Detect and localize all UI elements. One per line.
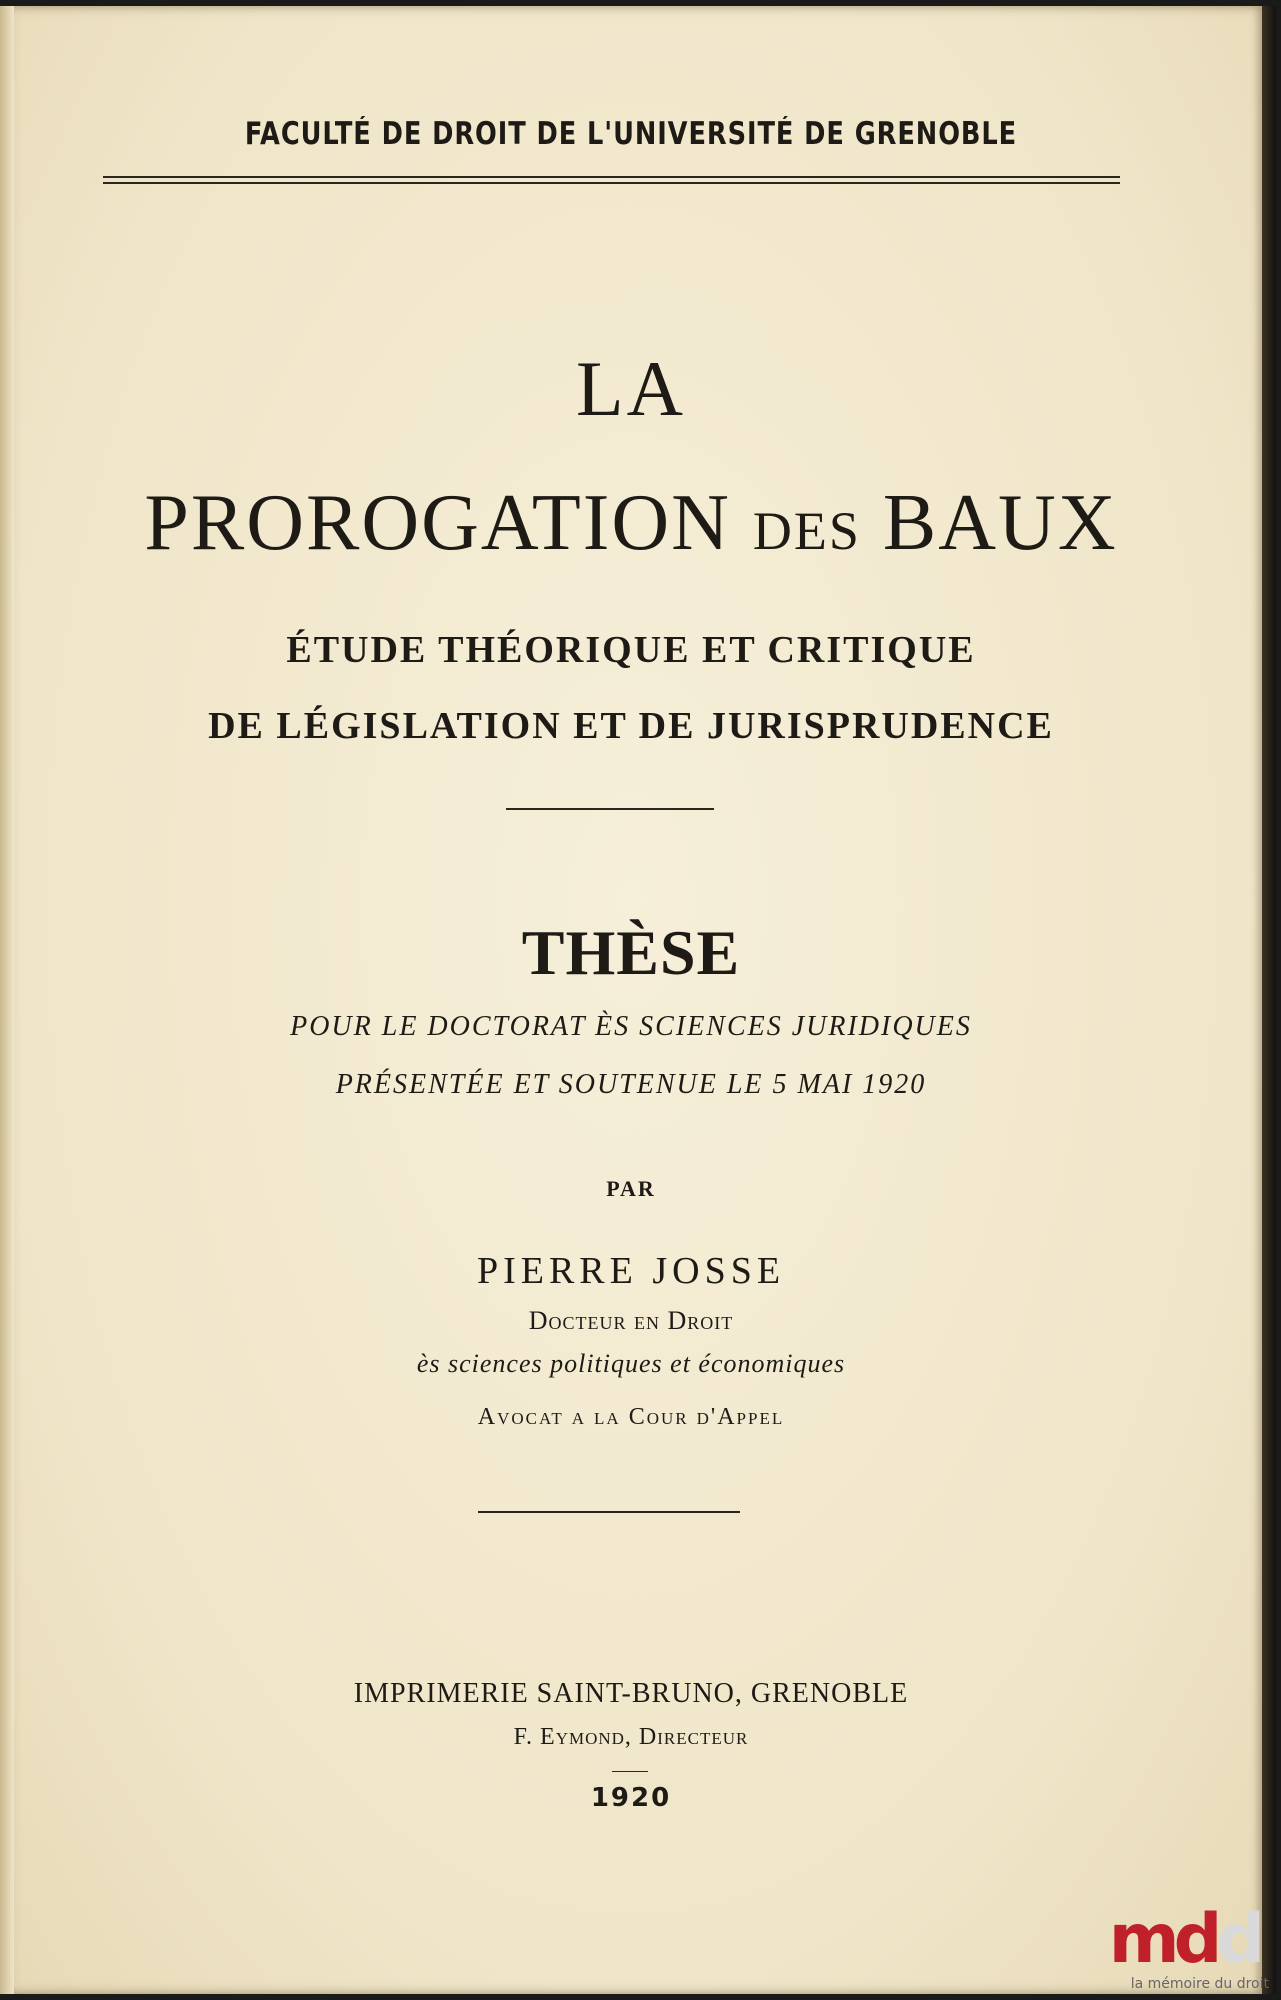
section-rule bbox=[506, 808, 714, 810]
author-rule bbox=[478, 1511, 740, 1513]
logo-letter-m: m bbox=[1108, 1900, 1174, 1979]
year-rule bbox=[612, 1771, 648, 1772]
title-word-prorogation: PROROGATION bbox=[144, 479, 731, 567]
title-word-des: DES bbox=[752, 501, 861, 561]
header-rule-lower bbox=[103, 182, 1120, 184]
printer-name: IMPRIMERIE SAINT-BRUNO, GRENOBLE bbox=[353, 1678, 909, 1709]
page-edge bbox=[1262, 6, 1276, 1994]
author-degree: Docteur en Droit bbox=[528, 1306, 734, 1335]
document-page bbox=[0, 6, 1262, 1994]
publication-year: 1920 bbox=[590, 1783, 672, 1813]
thesis-date-line: PRÉSENTÉE ET SOUTENUE LE 5 MAI 1920 bbox=[335, 1069, 927, 1100]
subtitle-line-1: ÉTUDE THÉORIQUE ET CRITIQUE bbox=[286, 629, 976, 671]
faculty-header: FACULTÉ DE DROIT DE L'UNIVERSITÉ DE GRENOBLE bbox=[244, 116, 1018, 152]
title-article: LA bbox=[576, 345, 686, 432]
mdd-logo bbox=[1108, 1898, 1269, 1994]
logo-tagline: la mémoire du droit bbox=[1130, 1976, 1269, 1992]
subtitle-line-2: DE LÉGISLATION ET DE JURISPRUDENCE bbox=[208, 705, 1054, 747]
logo-letter-d2: d bbox=[1216, 1900, 1259, 1979]
thesis-degree-line: POUR LE DOCTORAT ÈS SCIENCES JURIDIQUES bbox=[290, 1011, 972, 1042]
header-rule-upper bbox=[103, 176, 1120, 178]
title-word-baux: BAUX bbox=[882, 479, 1118, 567]
thesis-heading: THÈSE bbox=[521, 917, 741, 988]
title-main bbox=[0, 478, 1262, 569]
printer-director: F. Eymond, Directeur bbox=[513, 1724, 749, 1750]
by-label: PAR bbox=[606, 1176, 656, 1201]
mdd-logo-mark bbox=[1108, 1900, 1259, 1979]
author-role: Avocat a la Cour d'Appel bbox=[477, 1404, 785, 1430]
logo-letter-d1: d bbox=[1173, 1900, 1217, 1979]
author-name: PIERRE JOSSE bbox=[476, 1250, 786, 1292]
author-field: ès sciences politiques et économiques bbox=[416, 1349, 846, 1378]
